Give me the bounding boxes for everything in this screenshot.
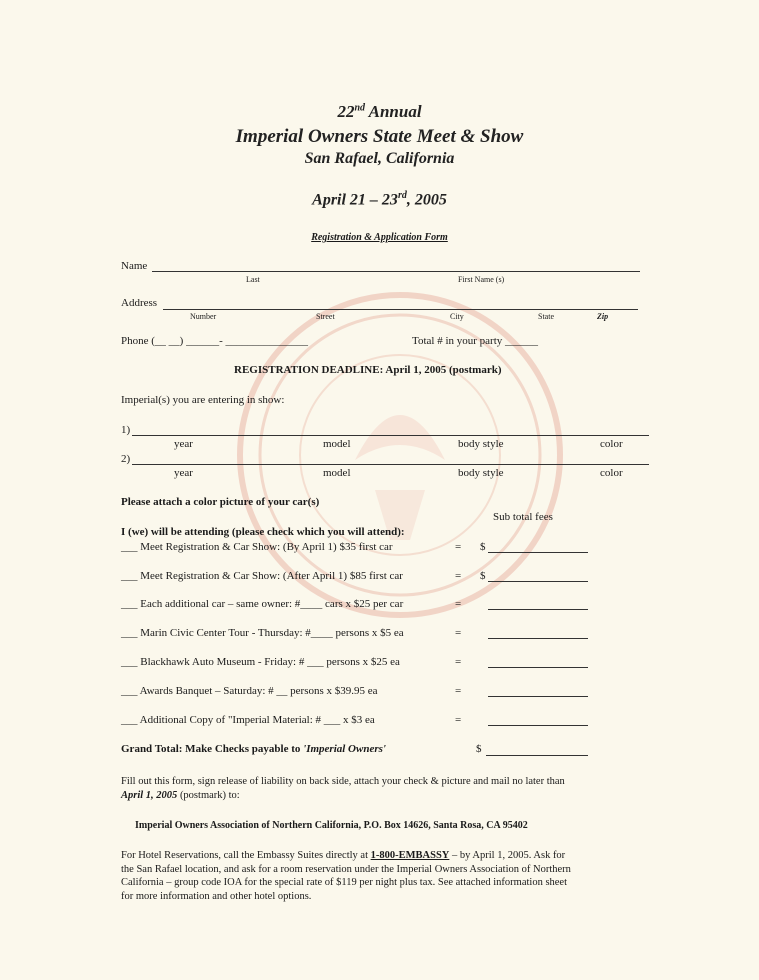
fee-equals: = xyxy=(455,570,462,582)
address-label: Address xyxy=(121,297,158,309)
name-last-caption: Last xyxy=(246,275,260,284)
car2-body-caption: body style xyxy=(458,467,504,479)
car1-color-caption: color xyxy=(600,438,623,450)
mailing-address: Imperial Owners Association of Northern California, P.O. Box 14626, Santa Rosa, CA 95402 xyxy=(135,820,528,831)
car2-model-caption: model xyxy=(323,467,351,479)
grand-total-field[interactable] xyxy=(486,755,588,756)
address-field[interactable] xyxy=(163,309,638,310)
fee-item-imperial-material[interactable]: ___ Additional Copy of "Imperial Material: # ___ x $3 ea xyxy=(121,714,375,726)
hotel-phone-link[interactable]: 1-800-EMBASSY xyxy=(370,850,450,861)
party-count-field[interactable]: Total # in your party ______ xyxy=(412,335,539,347)
fee-item-blackhawk-museum[interactable]: ___ Blackhawk Auto Museum - Friday: # ___ persons x $25 ea xyxy=(121,656,400,668)
fee-equals: = xyxy=(455,598,462,610)
car2-color-caption: color xyxy=(600,467,623,479)
fee-item-registration-late[interactable]: ___ Meet Registration & Car Show: (After April 1) $85 first car xyxy=(121,570,403,582)
fee-dollar: $ xyxy=(480,570,486,582)
name-label: Name xyxy=(121,260,148,272)
attending-heading: I (we) will be attending (please check which you will attend): xyxy=(121,526,405,538)
subtotal-header: Sub total fees xyxy=(493,511,553,523)
fee-item-marin-tour[interactable]: ___ Marin Civic Center Tour - Thursday: #____ persons x $5 ea xyxy=(121,627,404,639)
fee-equals: = xyxy=(455,627,462,639)
event-title: Imperial Owners State Meet & Show xyxy=(235,126,524,147)
car1-field[interactable] xyxy=(132,435,649,436)
fee-subtotal-field[interactable] xyxy=(488,609,588,610)
mailing-instructions: Fill out this form, sign release of liability on back side, attach your check & picture and mail no later than April 1, 2005 (postmark) to: xyxy=(121,776,565,801)
fee-equals: = xyxy=(455,714,462,726)
car2-label: 2) xyxy=(121,453,131,465)
car1-label: 1) xyxy=(121,424,131,436)
form-title: Registration & Application Form xyxy=(311,232,448,243)
addr-state-caption: State xyxy=(538,312,554,321)
addr-street-caption: Street xyxy=(316,312,335,321)
car2-year-caption: year xyxy=(174,467,193,479)
car1-year-caption: year xyxy=(174,438,193,450)
attach-picture-note: Please attach a color picture of your car(s) xyxy=(121,496,320,508)
grand-total-dollar: $ xyxy=(476,743,482,755)
car2-field[interactable] xyxy=(132,464,649,465)
car1-model-caption: model xyxy=(323,438,351,450)
fee-item-registration-early[interactable]: ___ Meet Registration & Car Show: (By April 1) $35 first car xyxy=(121,541,393,553)
hotel-info: For Hotel Reservations, call the Embassy Suites directly at 1-800-EMBASSY – by April 1, 2005. Ask for the San Rafael location, and ask for a room reservation under the Imperial Owners Association of Northern California – group code IOA for the special rate of $119 per night plus tax. See attached information sheet for more information and other hotel options. xyxy=(121,850,571,902)
imperials-label: Imperial(s) you are entering in show: xyxy=(121,394,285,406)
grand-total-label: Grand Total: Make Checks payable to 'Imperial Owners' xyxy=(121,743,386,755)
phone-field[interactable]: Phone (__ __) ______- _______________ xyxy=(121,335,308,347)
fee-subtotal-field[interactable] xyxy=(488,581,588,582)
fee-subtotal-field[interactable] xyxy=(488,696,588,697)
name-field[interactable] xyxy=(152,271,640,272)
car1-body-caption: body style xyxy=(458,438,504,450)
fee-equals: = xyxy=(455,685,462,697)
event-location: San Rafael, California xyxy=(304,150,455,167)
addr-number-caption: Number xyxy=(190,312,217,321)
addr-zip-caption: Zip xyxy=(597,312,609,321)
fee-item-additional-car[interactable]: ___ Each additional car – same owner: #____ cars x $25 per car xyxy=(121,598,404,610)
registration-deadline: REGISTRATION DEADLINE: April 1, 2005 (postmark) xyxy=(234,364,502,376)
name-first-caption: First Name (s) xyxy=(458,275,505,284)
fee-equals: = xyxy=(455,656,462,668)
fee-subtotal-field[interactable] xyxy=(488,667,588,668)
fee-subtotal-field[interactable] xyxy=(488,638,588,639)
fee-equals: = xyxy=(455,541,462,553)
edition-heading: 22nd Annual xyxy=(337,102,422,121)
addr-city-caption: City xyxy=(450,312,464,321)
fee-subtotal-field[interactable] xyxy=(488,552,588,553)
event-dates: April 21 – 23rd, 2005 xyxy=(312,190,447,209)
fee-item-awards-banquet[interactable]: ___ Awards Banquet – Saturday: # __ persons x $39.95 ea xyxy=(121,685,378,697)
fee-dollar: $ xyxy=(480,541,486,553)
fee-subtotal-field[interactable] xyxy=(488,725,588,726)
